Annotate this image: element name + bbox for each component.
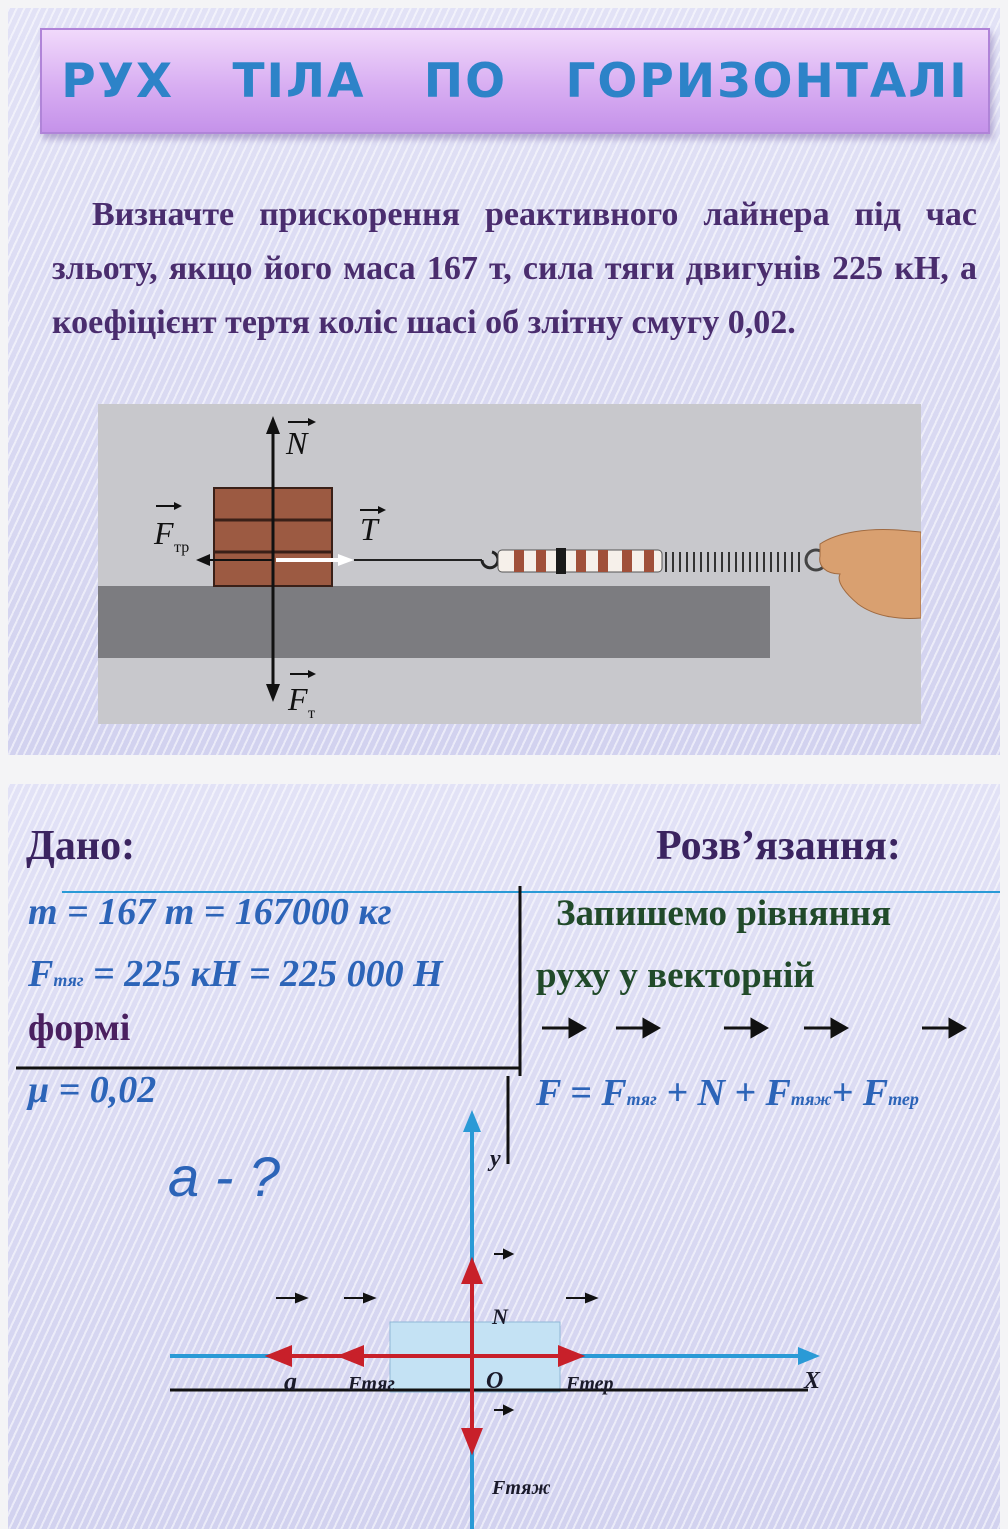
label-fg: F (288, 681, 308, 717)
given-thrust (28, 952, 443, 996)
normal-arrowhead (464, 1262, 480, 1282)
given-thrust-value: = 225 кН = 225 000 Н (83, 953, 443, 995)
given-mass: m = 167 т = 167000 кг (28, 891, 392, 933)
label-acceleration: a (284, 1367, 297, 1396)
label-y-axis: y (490, 1146, 501, 1172)
given-header: Дано: (26, 823, 136, 869)
solution-line-3: формі (28, 1007, 131, 1049)
eq-mid-1: + N + F (656, 1072, 791, 1114)
label-n: N (286, 425, 308, 461)
unknown-acceleration: a - ? (168, 1145, 281, 1208)
solution-line-1: Запишемо рівняння (556, 893, 892, 934)
friction-arrowhead-2 (560, 1348, 580, 1364)
problem-text: Визначте прискорення реактивного лайнера під час зльоту, якщо його маса 167 т, сила тяги двигунів 225 кН, а коефіцієнт тертя коліс шасі об злітну смугу 0,02. (52, 196, 977, 341)
eq-lhs: F = F (536, 1072, 627, 1114)
table-surface (98, 586, 770, 658)
x-axis-arrowhead (798, 1347, 820, 1365)
eq-mid-2: + F (831, 1072, 889, 1114)
eq-sub-friction: тер (888, 1089, 919, 1109)
slide-1 (8, 8, 1000, 755)
label-ffr-sub: тр (174, 539, 190, 556)
given-thrust-symbol: F (28, 953, 54, 995)
slide-2 (8, 784, 1000, 1529)
solution-header: Розв’язання: (656, 823, 901, 869)
label-t: T (360, 511, 378, 547)
force-figure (98, 404, 921, 724)
title-banner (40, 28, 990, 134)
vector-arrows (536, 1008, 976, 1048)
given-mu: μ = 0,02 (28, 1069, 157, 1111)
solution-line-2: руху у векторній (536, 955, 815, 996)
label-thrust: Fтяг (348, 1373, 395, 1395)
label-friction: Fтер (566, 1373, 614, 1395)
slide-title: РУХ ТІЛА ПО ГОРИЗОНТАЛІ (61, 53, 969, 109)
label-gravity: Fтяж (492, 1477, 551, 1499)
given-thrust-sub: тяг (53, 970, 84, 990)
label-normal: N (492, 1304, 508, 1329)
thrust-arrowhead (342, 1348, 362, 1364)
label-ffr: F (154, 515, 174, 551)
label-origin: O (486, 1368, 504, 1394)
gravity-arrowhead (464, 1430, 480, 1450)
force-diagram (148, 1104, 848, 1529)
acceleration-arrowhead (270, 1348, 290, 1364)
eq-sub-gravity: тяж (790, 1089, 832, 1109)
label-x-axis: X (804, 1368, 821, 1394)
eq-sub-thrust: тяг (626, 1089, 657, 1109)
y-axis-arrowhead (463, 1110, 481, 1132)
label-fg-sub: т (308, 705, 315, 722)
